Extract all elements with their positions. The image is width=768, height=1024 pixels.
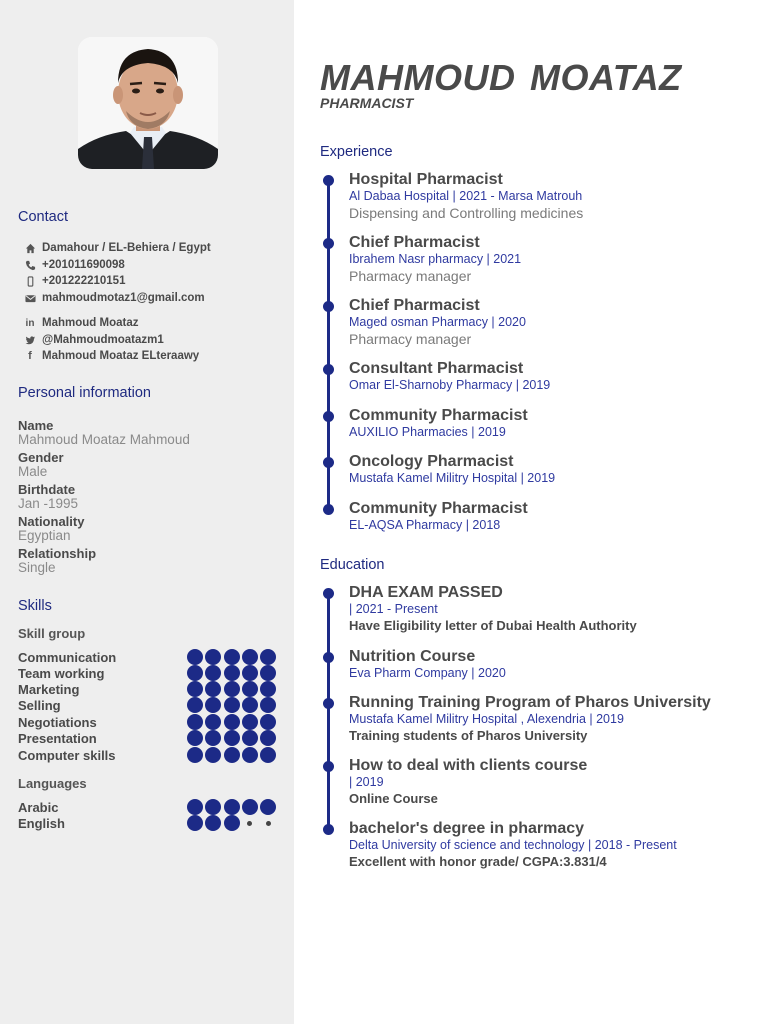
skill-dot-filled [224, 799, 240, 815]
language-name: English [18, 816, 65, 831]
contact-facebook[interactable]: f Mahmoud Moataz ELteraawy [24, 349, 199, 363]
skill-level-dots [187, 747, 276, 763]
timeline-dot [323, 175, 334, 186]
education-place: Eva Pharm Company | 2020 [349, 666, 506, 680]
experience-description: Pharmacy manager [349, 331, 472, 347]
phone-icon [24, 259, 36, 271]
skill-dot-filled [205, 747, 221, 763]
skill-dot-filled [205, 730, 221, 746]
timeline-dot [323, 652, 334, 663]
contact-address: Damahour / EL-Behiera / Egypt [24, 241, 211, 255]
home-icon [24, 242, 36, 254]
skill-dot-filled [205, 665, 221, 681]
language-level-dots [187, 799, 276, 815]
skill-name: Presentation [18, 731, 97, 746]
experience-description: Pharmacy manager [349, 268, 472, 284]
experience-heading: Experience [320, 144, 393, 160]
skill-dot-filled [187, 815, 203, 831]
education-description: Have Eligibility letter of Dubai Health Authority [349, 618, 637, 633]
pi-birthdate-value: Jan -1995 [18, 496, 79, 511]
education-description: Training students of Pharos University [349, 728, 588, 743]
skill-name: Team working [18, 666, 105, 681]
skill-dot-filled [187, 714, 203, 730]
pi-gender-value: Male [18, 464, 48, 479]
skill-dot-filled [205, 815, 221, 831]
timeline-dot [323, 238, 334, 249]
skill-dot-filled [224, 747, 240, 763]
education-description: Excellent with honor grade/ CGPA:3.831/4 [349, 854, 607, 869]
timeline-dot [323, 411, 334, 422]
skill-dot-filled [187, 649, 203, 665]
skill-name: Marketing [18, 682, 80, 697]
timeline-dot [323, 761, 334, 772]
pi-relationship-value: Single [18, 560, 56, 575]
contact-phone[interactable]: +201011690098 [24, 258, 125, 272]
experience-place: Maged osman Pharmacy | 2020 [349, 315, 526, 329]
skill-dot-filled [224, 697, 240, 713]
skill-dot-filled [187, 730, 203, 746]
skill-name: Computer skills [18, 748, 116, 763]
sidebar [0, 0, 294, 1024]
timeline-dot [323, 364, 334, 375]
skills-heading: Skills [18, 598, 52, 614]
timeline-dot [323, 824, 334, 835]
skill-dot-filled [205, 799, 221, 815]
skill-dot-filled [242, 697, 258, 713]
personal-info-heading: Personal information [18, 385, 151, 401]
experience-place: Mustafa Kamel Militry Hospital | 2019 [349, 471, 556, 485]
experience-place: Omar El-Sharnoby Pharmacy | 2019 [349, 378, 551, 392]
skill-dot-filled [224, 815, 240, 831]
experience-place: AUXILIO Pharmacies | 2019 [349, 425, 506, 439]
skill-dot-filled [224, 714, 240, 730]
linkedin-icon: in [25, 317, 35, 329]
skill-dot-filled [205, 697, 221, 713]
skill-level-dots [187, 665, 276, 681]
skill-dot-filled [242, 799, 258, 815]
experience-description: Dispensing and Controlling medicines [349, 205, 584, 221]
skill-dot-filled [224, 665, 240, 681]
skill-dot-filled [205, 649, 221, 665]
education-place: Delta University of science and technology | 2018 - Present [349, 838, 677, 852]
skill-dot-filled [242, 649, 258, 665]
pi-name-label: Name [18, 418, 54, 433]
skill-dot-filled [187, 799, 203, 815]
skill-dot-filled [242, 681, 258, 697]
skill-name: Negotiations [18, 715, 97, 730]
pi-nationality-label: Nationality [18, 514, 85, 529]
skill-level-dots [187, 714, 276, 730]
skill-dot-filled [242, 665, 258, 681]
skill-dot-filled [224, 730, 240, 746]
full-name: MAHMOUD MOATAZ [320, 57, 682, 98]
skill-dot-filled [242, 747, 258, 763]
education-title: Nutrition Course [349, 648, 476, 665]
skill-dot-filled [260, 681, 276, 697]
skill-dot-filled [260, 747, 276, 763]
skill-dot-filled [242, 714, 258, 730]
education-title: DHA EXAM PASSED [349, 584, 503, 601]
job-role: PHARMACIST [320, 95, 414, 111]
skill-dot-filled [260, 730, 276, 746]
contact-twitter[interactable]: @Mahmoudmoatazm1 [24, 333, 164, 347]
skill-dot-empty [242, 815, 258, 831]
experience-place: Al Dabaa Hospital | 2021 - Marsa Matrouh [349, 189, 583, 203]
education-place: Mustafa Kamel Militry Hospital , Alexendria | 2019 [349, 712, 624, 726]
education-heading: Education [320, 557, 385, 573]
experience-title: Chief Pharmacist [349, 297, 480, 314]
experience-title: Community Pharmacist [349, 500, 528, 517]
experience-title: Community Pharmacist [349, 407, 528, 424]
skill-dot-filled [205, 681, 221, 697]
timeline-dot [323, 301, 334, 312]
contact-linkedin[interactable]: in Mahmoud Moataz [25, 317, 139, 329]
pi-name-value: Mahmoud Moataz Mahmoud [18, 432, 190, 447]
pi-relationship-label: Relationship [18, 546, 97, 561]
education-description: Online Course [349, 791, 438, 806]
facebook-icon: f [28, 350, 32, 362]
skill-dot-filled [260, 649, 276, 665]
skill-dot-filled [187, 747, 203, 763]
skill-name: Selling [18, 698, 61, 713]
contact-email[interactable]: mahmoudmotaz1@gmail.com [24, 291, 205, 305]
experience-title: Consultant Pharmacist [349, 360, 524, 377]
education-place: | 2019 [349, 775, 384, 789]
skill-name: Communication [18, 650, 117, 665]
skill-dot-filled [187, 665, 203, 681]
skill-level-dots [187, 730, 276, 746]
language-level-dots [187, 815, 276, 831]
skill-dot-filled [224, 681, 240, 697]
skill-level-dots [187, 697, 276, 713]
skill-dot-filled [260, 665, 276, 681]
timeline-dot [323, 504, 334, 515]
contact-mobile[interactable]: +201222210151 [24, 274, 125, 288]
pi-gender-label: Gender [18, 450, 64, 465]
education-timeline-line [327, 593, 330, 829]
envelope-icon [24, 292, 36, 304]
skill-dot-filled [187, 681, 203, 697]
pi-nationality-value: Egyptian [18, 528, 71, 543]
education-title: bachelor's degree in pharmacy [349, 820, 585, 837]
pi-birthdate-label: Birthdate [18, 482, 76, 497]
experience-title: Oncology Pharmacist [349, 453, 514, 470]
twitter-icon [24, 334, 36, 346]
skill-level-dots [187, 681, 276, 697]
contact-heading: Contact [18, 209, 68, 225]
timeline-dot [323, 457, 334, 468]
experience-place: EL-AQSA Pharmacy | 2018 [349, 518, 501, 532]
skill-dot-filled [260, 714, 276, 730]
timeline-dot [323, 698, 334, 709]
experience-title: Hospital Pharmacist [349, 171, 503, 188]
language-name: Arabic [18, 800, 59, 815]
skill-dot-filled [242, 730, 258, 746]
skill-group-label: Skill group [18, 626, 86, 641]
profile-photo [78, 37, 218, 169]
mobile-icon [24, 275, 36, 287]
skill-dot-filled [260, 697, 276, 713]
education-place: | 2021 - Present [349, 602, 438, 616]
skill-dot-filled [205, 714, 221, 730]
education-title: How to deal with clients course [349, 757, 588, 774]
timeline-dot [323, 588, 334, 599]
skill-dot-filled [187, 697, 203, 713]
experience-place: Ibrahem Nasr pharmacy | 2021 [349, 252, 522, 266]
experience-title: Chief Pharmacist [349, 234, 480, 251]
skill-level-dots [187, 649, 276, 665]
skill-dot-empty [260, 815, 276, 831]
education-title: Running Training Program of Pharos University [349, 694, 711, 711]
skill-dot-filled [224, 649, 240, 665]
languages-label: Languages [18, 776, 87, 791]
skill-dot-filled [260, 799, 276, 815]
